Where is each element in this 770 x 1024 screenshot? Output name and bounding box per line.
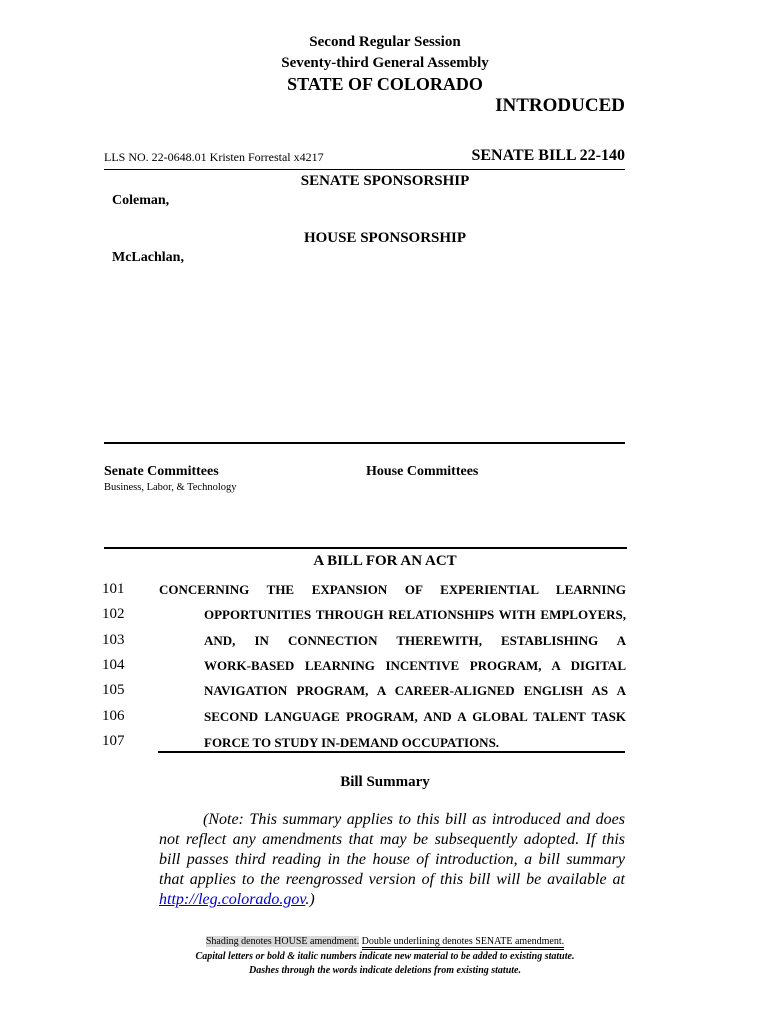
house-sponsor: McLachlan,: [112, 250, 184, 265]
act-line: AND, IN CONNECTION THEREWITH, ESTABLISHING A: [204, 633, 626, 648]
senate-sponsorship-heading: SENATE SPONSORSHIP: [300, 173, 470, 189]
senate-sponsor: Coleman,: [112, 193, 170, 208]
senate-committee: Business, Labor, & Technology: [104, 482, 237, 493]
committees-rule: [104, 442, 625, 444]
act-line: NAVIGATION PROGRAM, A CAREER-ALIGNED ENGLISH AS A: [204, 683, 626, 698]
act-line: SECOND LANGUAGE PROGRAM, AND A GLOBAL TALENT TASK: [204, 709, 626, 724]
deletions-note: Dashes through the words indicate deletions from existing statute.: [249, 965, 521, 976]
summary-heading: Bill Summary: [340, 774, 430, 790]
line-number: 107: [102, 733, 125, 749]
assembly-title: Seventy-third General Assembly: [281, 55, 489, 71]
state-title: STATE OF COLORADO: [287, 74, 483, 94]
amendment-legend: [0, 936, 770, 947]
act-end-rule: [158, 751, 625, 753]
act-line: WORK-BASED LEARNING INCENTIVE PROGRAM, A DIGITAL: [204, 658, 626, 673]
line-number: 102: [102, 606, 125, 622]
line-number: 106: [102, 708, 125, 724]
bill-number: SENATE BILL 22-140: [471, 147, 625, 164]
line-number: 105: [102, 682, 125, 698]
act-rule: [104, 547, 627, 549]
house-amendment-note: Shading denotes HOUSE amendment.: [205, 936, 360, 947]
senate-amendment-note: Double underlining denotes SENATE amendment.: [362, 936, 564, 950]
house-sponsorship-heading: HOUSE SPONSORSHIP: [303, 230, 467, 246]
summary-note-text: (Note: This summary applies to this bill as introduced and does not reflect any amendments that may be subsequently adopted. If this bill passes third reading in the house of introduction, a bill summary that applies to the reengrossed version of this bill will be available at: [159, 811, 625, 888]
line-number: 101: [102, 581, 125, 597]
act-line: CONCERNING THE EXPANSION OF EXPERIENTIAL LEARNING: [159, 582, 626, 597]
new-material-note: Capital letters or bold & italic numbers indicate new material to be added to existing statute.: [195, 951, 575, 962]
session-title: Second Regular Session: [309, 34, 461, 50]
bill-status: INTRODUCED: [495, 95, 625, 116]
line-number: 104: [102, 657, 125, 673]
act-heading: A BILL FOR AN ACT: [313, 553, 457, 569]
act-line: OPPORTUNITIES THROUGH RELATIONSHIPS WITH EMPLOYERS,: [204, 607, 626, 622]
summary-note-end: .): [305, 891, 315, 908]
lls-number: LLS NO. 22-0648.01 Kristen Forrestal x4217: [104, 150, 324, 164]
leg-colorado-link[interactable]: http://leg.colorado.gov: [159, 891, 306, 908]
act-line: FORCE TO STUDY IN-DEMAND OCCUPATIONS.: [204, 735, 500, 750]
house-committees-heading: House Committees: [366, 464, 479, 479]
summary-note: [159, 810, 625, 910]
line-number: 103: [102, 632, 125, 648]
senate-committees-heading: Senate Committees: [104, 464, 219, 479]
header-rule: [104, 169, 625, 170]
